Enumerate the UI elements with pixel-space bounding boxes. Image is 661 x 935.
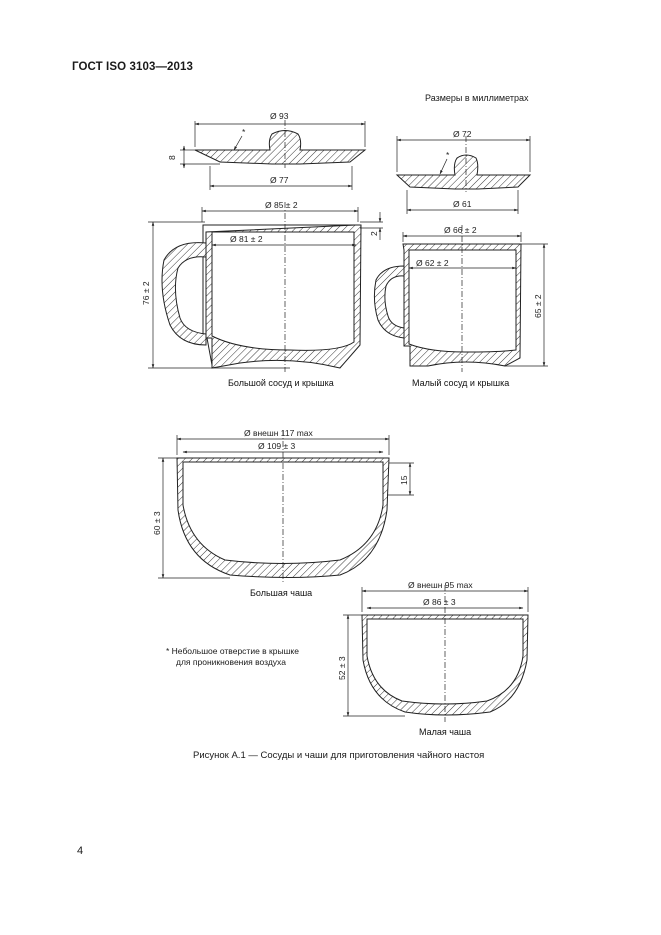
small-bowl-label: Малая чаша	[419, 727, 472, 737]
page-number: 4	[77, 845, 84, 857]
footnote-line-2: для проникновения воздуха	[176, 657, 286, 667]
large-lid-mark: *	[242, 127, 246, 137]
large-bowl-height: 60 ± 3	[152, 511, 162, 535]
figure-caption: Рисунок А.1 — Сосуды и чаши для приготовления чайного настоя	[193, 750, 485, 761]
small-lid-dia-bottom: Ø 61	[453, 199, 472, 209]
large-bowl-drawing	[158, 430, 414, 582]
footnote	[166, 646, 299, 668]
small-bowl-height: 52 ± 3	[337, 656, 347, 680]
small-bowl-dia-outer: Ø внешн 95 max	[408, 580, 473, 590]
large-vessel-drawing	[148, 202, 383, 372]
small-vessel-drawing	[374, 225, 548, 372]
large-lid-dia-bottom: Ø 77	[270, 175, 289, 185]
small-vessel-height: 65 ± 2	[533, 294, 543, 318]
large-bowl-dia-outer: Ø внешн 117 max	[244, 428, 313, 438]
small-lid-mark: *	[446, 150, 450, 160]
large-vessel-dia-inner: Ø 81 ± 2	[230, 234, 263, 244]
large-bowl-label: Большая чаша	[250, 588, 313, 598]
units-note: Размеры в миллиметрах	[425, 93, 529, 103]
large-vessel-rim: 2	[369, 231, 379, 236]
large-lid-dia-top: Ø 93	[270, 111, 289, 121]
small-lid-dia-top: Ø 72	[453, 129, 472, 139]
small-bowl-dia-inner: Ø 86 ± 3	[423, 597, 456, 607]
large-bowl-dia-inner: Ø 109 ± 3	[258, 441, 296, 451]
large-lid-height: 8	[167, 155, 177, 160]
small-vessel-dia-inner: Ø 62 ± 2	[416, 258, 449, 268]
large-vessel-label: Большой сосуд и крышка	[228, 378, 334, 388]
large-vessel-height: 76 ± 2	[141, 281, 151, 305]
small-vessel-label: Малый сосуд и крышка	[412, 378, 510, 388]
page-header: ГОСТ ISO 3103—2013	[72, 61, 194, 73]
large-vessel-dia-outer: Ø 85 ± 2	[265, 200, 298, 210]
footnote-line-1: * Небольшое отверстие в крышке	[166, 646, 299, 656]
large-bowl-depth: 15	[399, 475, 409, 485]
small-vessel-dia-outer: Ø 66 ± 2	[444, 225, 477, 235]
